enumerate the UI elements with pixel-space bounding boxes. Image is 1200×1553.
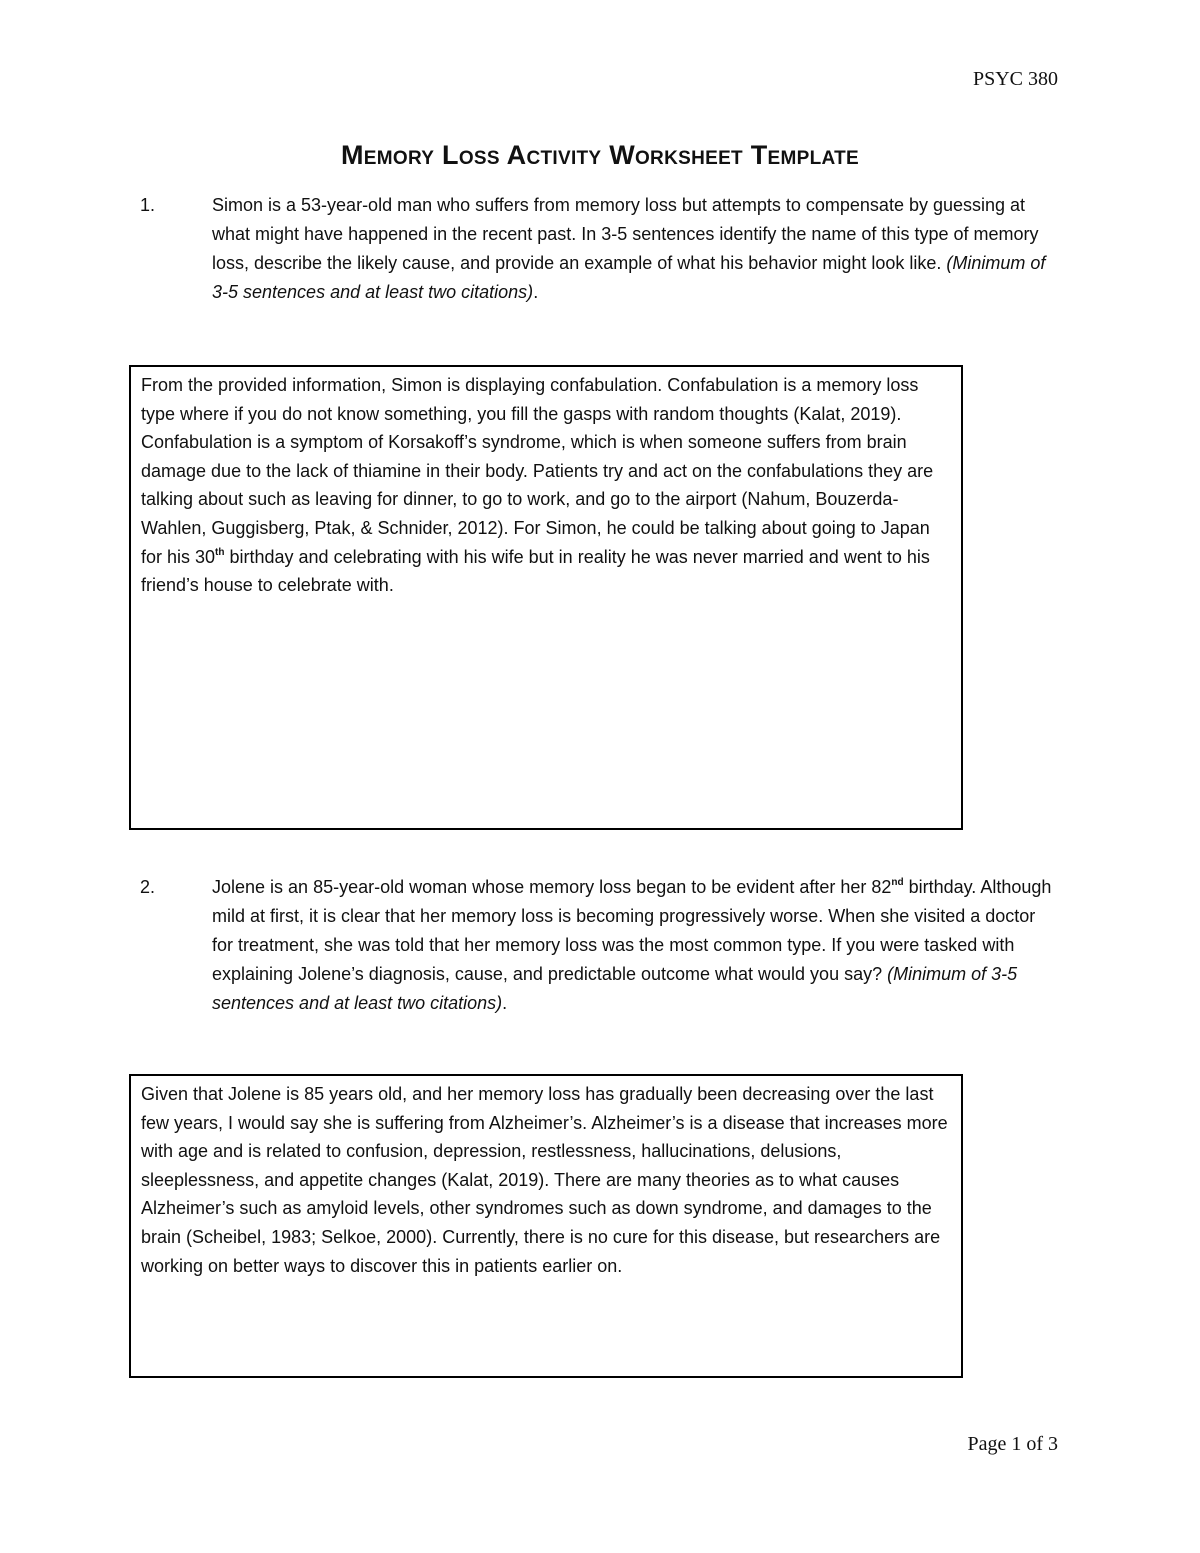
course-header: PSYC 380 bbox=[972, 68, 1058, 90]
page-number: Page 1 of 3 bbox=[967, 1433, 1058, 1455]
question-2 bbox=[140, 873, 1060, 1018]
question-number: 1. bbox=[140, 195, 156, 215]
answer-box-2[interactable] bbox=[129, 1074, 963, 1378]
question-requirement-end: . bbox=[502, 993, 508, 1013]
worksheet-title: Memory Loss Activity Worksheet Template bbox=[340, 140, 860, 170]
answer-box-1[interactable] bbox=[129, 365, 963, 830]
question-text bbox=[212, 873, 1060, 1018]
answer-text: Given that Jolene is 85 years old, and her memory loss has gradually been decreasing over the last few years, I would say she is suffering from Alzheimer’s. Alzheimer’s is a disease that increases more with age and is related to confusion, depression, restlessness, hallucinations, delusions, sleeplessness, and appetite changes (Kalat, 2019). There are many theories as to what causes Alzheimer’s such as amyloid levels, other syndromes such as down syndrome, and damages to the brain (Scheibel, 1983; Selkoe, 2000). Currently, there is no cure for this disease, but researchers are working on better ways to discover this in patients earlier on. bbox=[141, 1084, 948, 1276]
question-prompt: Simon is a 53-year-old man who suffers from memory loss but attempts to compensate by guessing at what might have happened in the recent past. In 3-5 sentences identify the name of this type of memory loss, describe the likely cause, and provide an example of what his behavior might look like. bbox=[212, 195, 1039, 273]
answer-text-continued: birthday and celebrating with his wife but in reality he was never married and went to his friend’s house to celebrate with. bbox=[141, 546, 930, 596]
answer-text: From the provided information, Simon is displaying confabulation. Confabulation is a memory loss type where if you do not know something, you fill the gasps with random thoughts (Kalat, 2019). Confabulation is a symptom of Korsakoff’s syndrome, which is when someone suffers from brain damage due to the lack of thiamine in their body. Patients try and act on the confabulations they are talking about such as leaving for dinner, to go to work, and go to the airport (Nahum, Bouzerda-Wahlen, Guggisberg, Ptak, & Schnider, 2012). For Simon, he could be talking about going to Japan for his 30 bbox=[141, 375, 934, 567]
question-prompt: Jolene is an 85-year-old woman whose memory loss began to be evident after her 82 bbox=[212, 877, 892, 897]
question-number: 2. bbox=[140, 877, 156, 897]
question-text bbox=[212, 191, 1060, 307]
ordinal-suffix: nd bbox=[891, 877, 904, 888]
question-requirement: (Minimum of 3-5 sentences and at least two citations) bbox=[212, 964, 1018, 1013]
question-1 bbox=[140, 191, 1060, 307]
question-prompt-continued: birthday. Although mild at first, it is clear that her memory loss is becoming progressively worse. When she visited a doctor for treatment, she was told that her memory loss was the most common type. If you were tasked with explaining Jolene’s diagnosis, cause, and predictable outcome what would you say? bbox=[212, 877, 1052, 984]
question-requirement-end: . bbox=[533, 282, 539, 302]
question-requirement: (Minimum of 3-5 sentences and at least two citations) bbox=[212, 253, 1046, 302]
ordinal-suffix: th bbox=[215, 546, 225, 558]
